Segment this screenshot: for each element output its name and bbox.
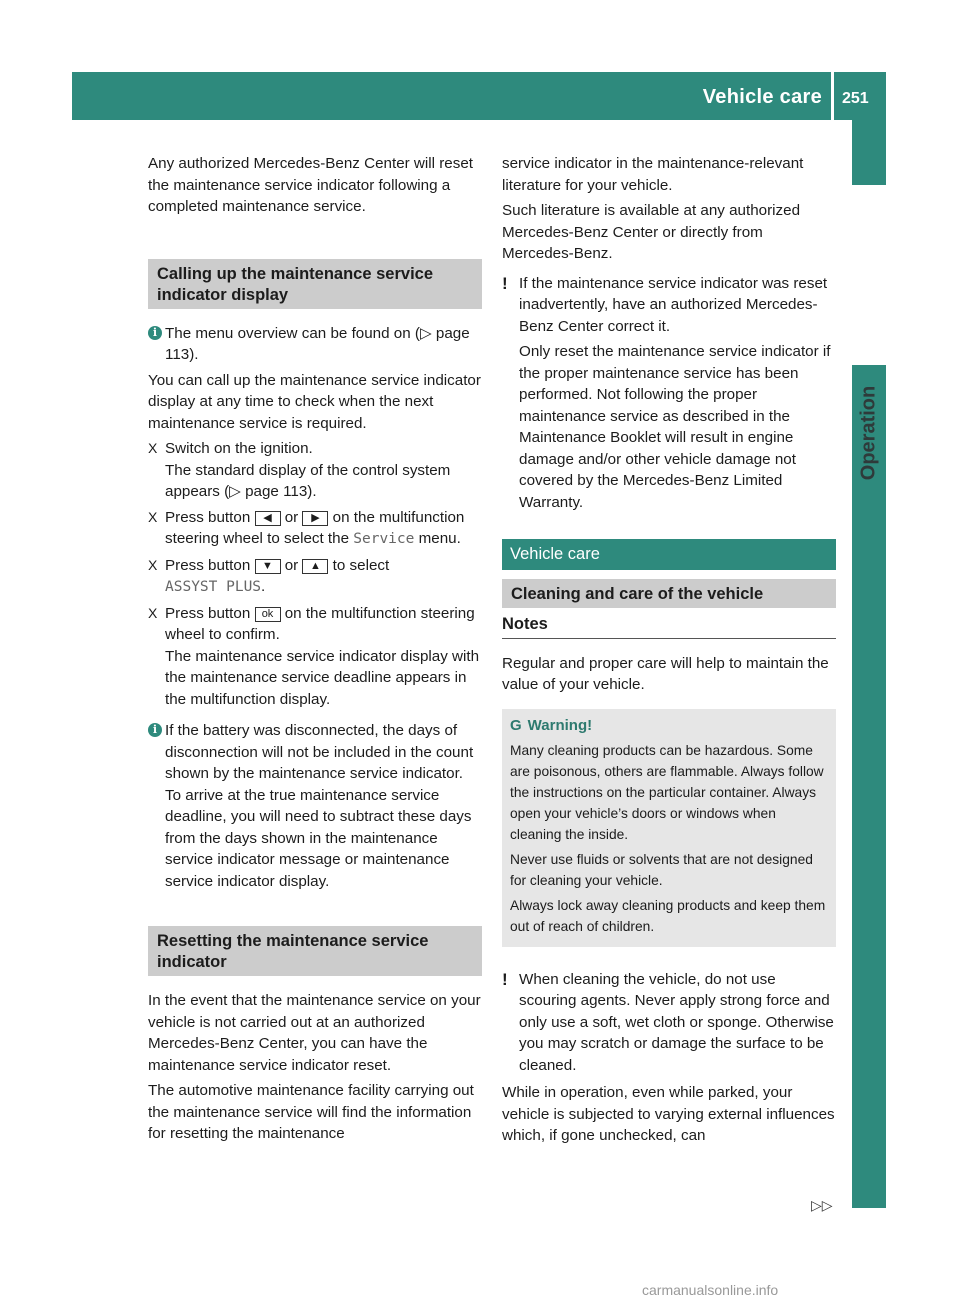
step-select-service: X Press button ◀ or ▶ on the multifunction steering wheel to select the Service menu.	[148, 508, 465, 547]
step-confirm: X Press button ok on the multifunction steering wheel to confirm. The maintenance service indicator display with the maintenance service deadline appears in the multifunction display.	[148, 604, 480, 708]
info-note-menu: i The menu overview can be found on (▷ page 113).	[148, 323, 482, 366]
assyst-plus-label: ASSYST PLUS	[165, 579, 262, 595]
info-icon: i	[148, 326, 162, 340]
chapter-tab-white	[852, 185, 886, 365]
step-icon: X	[148, 440, 158, 456]
intro-text: Any authorized Mercedes-Benz Center will reset the maintenance service indicator following a completed maintenance service.	[148, 155, 473, 215]
heading-cleaning: Cleaning and care of the vehicle	[502, 579, 836, 608]
warning-text: Always lock away cleaning products and keep them out of reach of children.	[510, 897, 826, 934]
right-column	[502, 153, 836, 1151]
caution-reset: ! If the maintenance service indicator was reset inadvertently, have an authorized Mercedes-Benz Center correct it. Only reset the maintenance service indicator if the proper maintenance service has been performed. Not following the proper maintenance service as described in the Maintenance Booklet will result in engine damage and/or other vehicle damage not covered by the Mercedes-Benz Limited Warranty.	[502, 273, 831, 511]
warning-text: Many cleaning products can be hazardous. Some are poisonous, others are flammable. Always follow the instructions on the particular container. Always open your vehicle’s doors or windows when cleaning the inside.	[510, 742, 824, 842]
warning-icon: G	[510, 716, 522, 734]
page-number: 251	[842, 90, 869, 107]
heading-calling-up: Calling up the maintenance service indicator display	[148, 259, 482, 309]
paragraph-reset-intro: In the event that the maintenance service on your vehicle is not carried out at an authorized Mercedes-Benz Center, you can have the maintenance service indicator reset.	[148, 992, 481, 1074]
step-icon: X	[148, 604, 158, 621]
down-arrow-key-icon: ▼	[255, 559, 281, 574]
step-ignition: X Switch on the ignition. The standard display of the control system appears (▷ page 113).	[148, 440, 451, 500]
header-separator	[831, 72, 834, 120]
service-menu-label: Service	[353, 531, 415, 547]
right-arrow-key-icon: ▶	[302, 511, 328, 526]
chapter-label: Operation	[857, 385, 880, 480]
step-icon: X	[148, 508, 158, 525]
paragraph-facility: The automotive maintenance facility carrying out the maintenance service will find the information for resetting the maintenance	[148, 1082, 474, 1142]
paragraph-operation: While in operation, even while parked, your vehicle is subjected to varying external influences which, if gone unchecked, can	[502, 1084, 835, 1144]
heading-vehicle-care: Vehicle care	[502, 539, 836, 570]
caution-cleaning: ! When cleaning the vehicle, do not use scouring agents. Never apply strong force and only use a soft, wet cloth or sponge. Otherwise you may scratch or damage the surface to be cleaned.	[502, 969, 834, 1074]
warning-box: G Warning! Many cleaning products can be hazardous. Some are poisonous, others are flammable. Always follow the instructions on the particular container. Always open your vehicle’s doors or windows when cleaning the inside. Never use fluids or solvents that are not designed for cleaning your vehicle. Always lock away cleaning products and keep them out of reach of children.	[502, 709, 836, 947]
paragraph-literature: service indicator in the maintenance-relevant literature for your vehicle.	[502, 155, 804, 194]
left-column	[148, 153, 482, 1149]
exclamation-icon: !	[502, 273, 508, 293]
heading-notes: Notes	[502, 614, 836, 639]
xref-icon: ▷	[419, 324, 432, 342]
step-select-assyst: X Press button ▼ or ▲ to select ASSYST PLUS.	[148, 556, 390, 595]
paragraph-call-up: You can call up the maintenance service indicator display at any time to check when the next maintenance service is required.	[148, 371, 481, 432]
info-icon: i	[148, 723, 162, 737]
heading-resetting: Resetting the maintenance service indicator	[148, 926, 482, 976]
warning-text: Never use fluids or solvents that are not designed for cleaning your vehicle.	[510, 851, 813, 888]
info-note-battery: i If the battery was disconnected, the days of disconnection will not be included in the count shown by the maintenance service indicator. To arrive at the true maintenance service deadline, you will need to subtract these days from the days shown in the maintenance service indicator message or maintenance service indicator display.	[148, 720, 482, 892]
ok-key-icon: ok	[255, 607, 281, 622]
paragraph-care: Regular and proper care will help to maintain the value of your vehicle.	[502, 654, 829, 693]
exclamation-icon: !	[502, 969, 508, 989]
step-icon: X	[148, 556, 158, 573]
up-arrow-key-icon: ▲	[302, 559, 328, 574]
section-title: Vehicle care	[702, 86, 822, 108]
continue-arrows-icon: ▷▷	[811, 1197, 833, 1213]
left-arrow-key-icon: ◀	[255, 511, 281, 526]
xref-icon: ▷	[229, 483, 241, 500]
paragraph-availability: Such literature is available at any authorized Mercedes-Benz Center or directly from Mercedes-Benz.	[502, 202, 801, 262]
watermark: carmanualsonline.info	[642, 1282, 779, 1298]
